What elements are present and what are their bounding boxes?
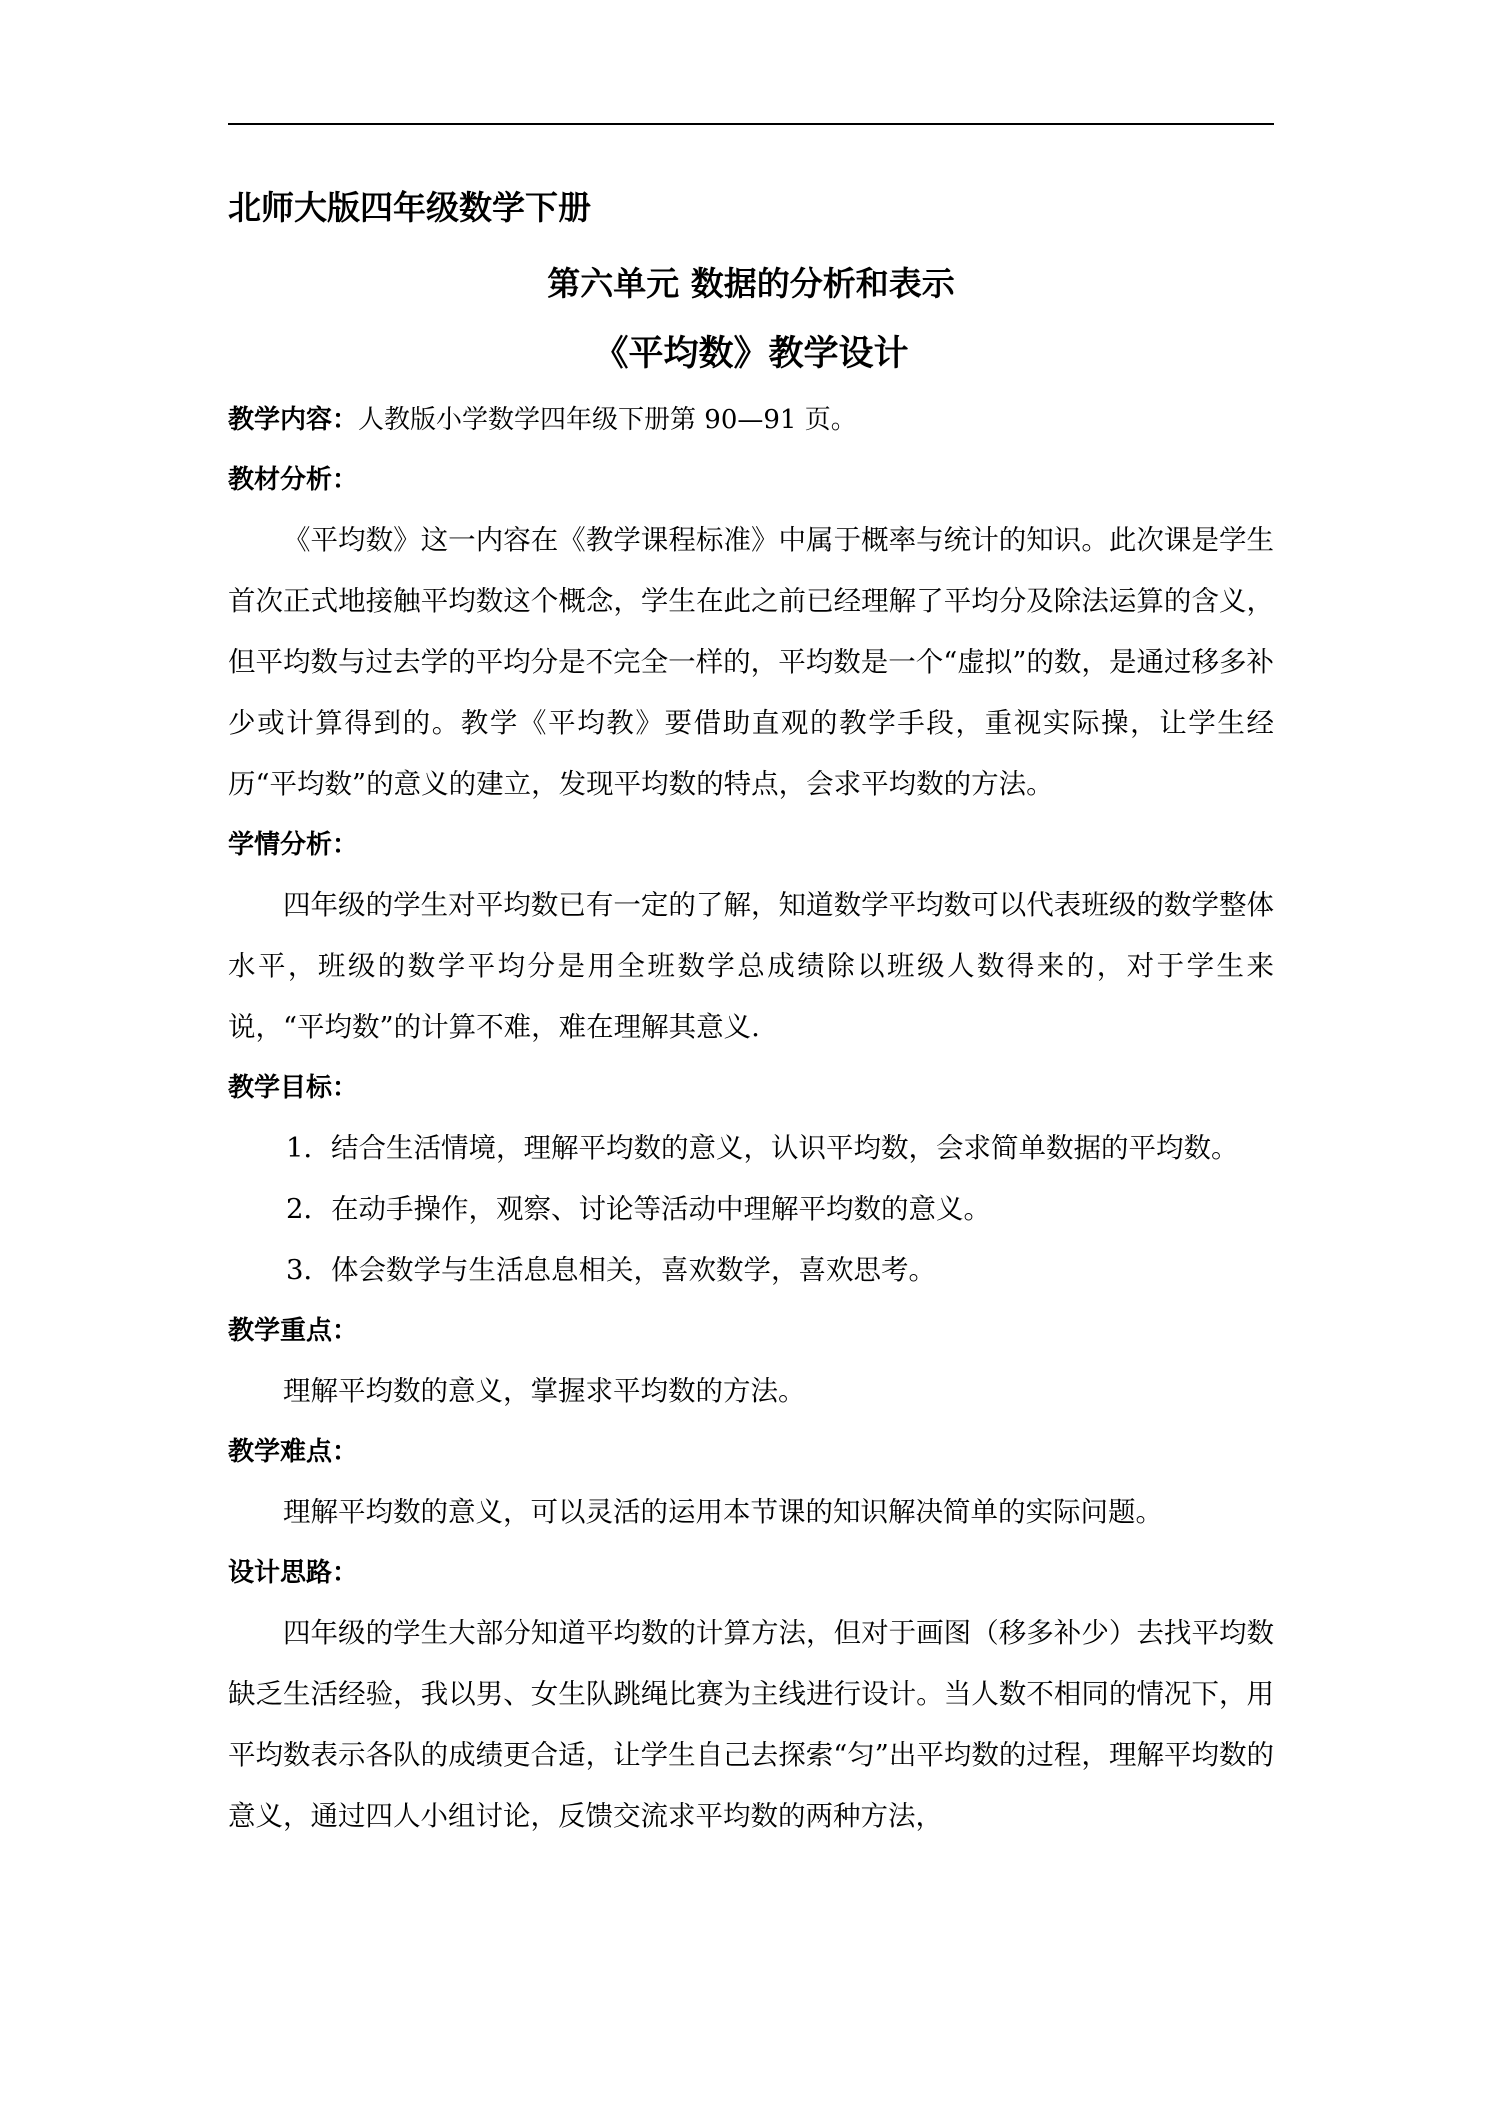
unit-title: 第六单元 数据的分析和表示 [547, 264, 955, 303]
design-ideas-paragraph: 四年级的学生大部分知道平均数的计算方法，但对于画图（移多补少）去找平均数缺乏生活经验，我以男、女生队跳绳比赛为主线进行设计。当人数不相同的情况下，用平均数表示各队的成绩更合适，让学生自己去探索“匀”出平均数的过程，理解平均数的意义，通过四人小组讨论，反馈交流求平均数的两种方法， [228, 1617, 1274, 1832]
teaching-goals-heading: 教学目标： [228, 1073, 359, 1103]
textbook-analysis-heading: 教材分析： [228, 465, 359, 495]
series-title: 北师大版四年级数学下册 [228, 188, 591, 227]
difficulties-heading: 教学难点： [228, 1437, 359, 1467]
document-title: 《平均数》教学设计 [593, 334, 909, 374]
key-points-paragraph: 理解平均数的意义，掌握求平均数的方法。 [283, 1375, 806, 1407]
goal-item: 1．结合生活情境，理解平均数的意义，认识平均数，会求简单数据的平均数。 [286, 1132, 1239, 1164]
teaching-content-text: 人教版小学数学四年级下册第 90—91 页。 [358, 405, 857, 435]
difficulties-paragraph: 理解平均数的意义，可以灵活的运用本节课的知识解决简单的实际问题。 [283, 1496, 1163, 1528]
learner-analysis-heading: 学情分析： [228, 830, 359, 860]
document-body [228, 178, 1274, 1847]
textbook-analysis-paragraph: 《平均数》这一内容在《教学课程标准》中属于概率与统计的知识。此次课是学生首次正式地接触平均数这个概念，学生在此之前已经理解了平均分及除法运算的含义，但平均数与过去学的平均分是不完全一样的，平均数是一个“虚拟”的数，是通过移多补少或计算得到的。教学《平均教》要借助直观的教学手段，重视实际操，让学生经历“平均数”的意义的建立，发现平均数的特点，会求平均数的方法。 [228, 524, 1274, 800]
header-rule [228, 123, 1274, 125]
key-points-heading: 教学重点： [228, 1316, 359, 1346]
goal-item: 3．体会数学与生活息息相关，喜欢数学，喜欢思考。 [286, 1254, 936, 1286]
teaching-goals-list [228, 1118, 1274, 1301]
learner-analysis-paragraph: 四年级的学生对平均数已有一定的了解，知道数学平均数可以代表班级的数学整体水平，班级的数学平均分是用全班数学总成绩除以班级人数得来的，对于学生来说，“平均数”的计算不难，难在理解其意义. [228, 889, 1274, 1043]
design-ideas-heading: 设计思路： [228, 1558, 359, 1588]
goal-item: 2．在动手操作，观察、讨论等活动中理解平均数的意义。 [286, 1193, 991, 1225]
teaching-content-label: 教学内容： [228, 405, 359, 435]
teaching-content-line [228, 390, 1274, 450]
